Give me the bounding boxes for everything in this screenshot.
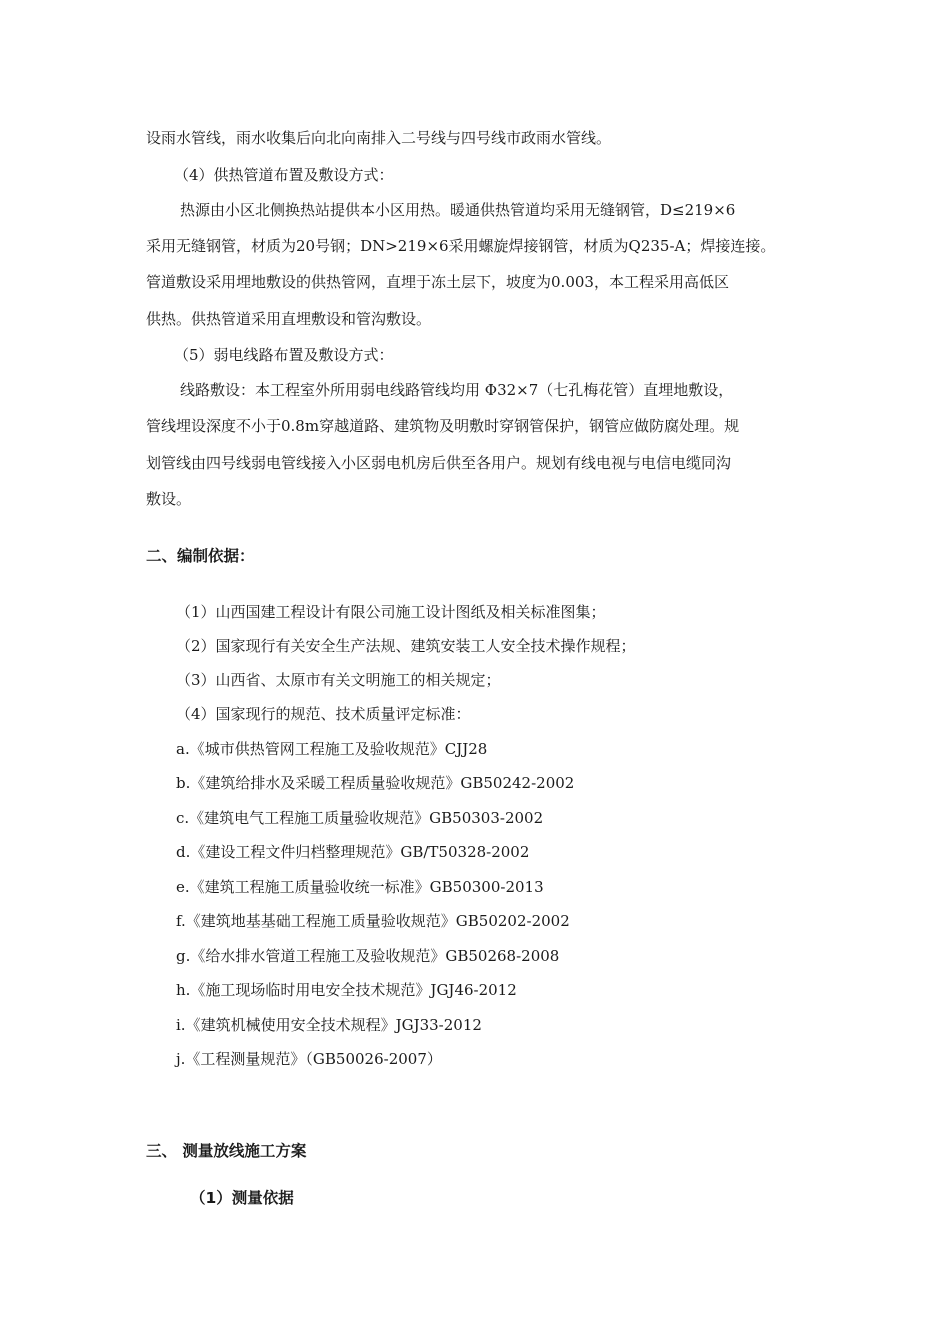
basis-item: （2）国家现行有关安全生产法规、建筑安装工人安全技术操作规程； bbox=[176, 637, 636, 655]
weak-current-line: 管线埋设深度不小于0.8m穿越道路、建筑物及明敷时穿钢管保护，钢管应做防腐处理。规 bbox=[146, 417, 740, 435]
heating-heading: （4）供热管道布置及敷设方式： bbox=[174, 166, 394, 184]
section-3-subheading: （1）测量依据 bbox=[190, 1189, 294, 1207]
heating-line: 热源由小区北侧换热站提供本小区用热。暖通供热管道均采用无缝钢管，D≤219×6 bbox=[180, 201, 736, 219]
weak-current-line: 划管线由四号线弱电管线接入小区弱电机房后供至各用户。规划有线电视与电信电缆同沟 bbox=[146, 454, 732, 472]
basis-item: （3）山西省、太原市有关文明施工的相关规定； bbox=[176, 671, 501, 689]
standard-item: a.《城市供热管网工程施工及验收规范》CJJ28 bbox=[176, 740, 488, 758]
standard-item: g.《给水排水管道工程施工及验收规范》GB50268-2008 bbox=[176, 947, 560, 965]
standard-item: f.《建筑地基基础工程施工质量验收规范》GB50202-2002 bbox=[176, 912, 570, 930]
standard-item: e.《建筑工程施工质量验收统一标准》GB50300-2013 bbox=[176, 878, 544, 896]
standard-item: j.《工程测量规范》（GB50026-2007） bbox=[176, 1050, 442, 1068]
intro-line: 设雨水管线，雨水收集后向北向南排入二号线与四号线市政雨水管线。 bbox=[146, 129, 612, 147]
section-3-title: 三、 测量放线施工方案 bbox=[146, 1142, 307, 1160]
standard-item: b.《建筑给排水及采暖工程质量验收规范》GB50242-2002 bbox=[176, 774, 575, 792]
section-2-title: 二、编制依据： bbox=[146, 547, 255, 565]
standard-item: d.《建设工程文件归档整理规范》GB/T50328-2002 bbox=[176, 843, 530, 861]
basis-item: （4）国家现行的规范、技术质量评定标准： bbox=[176, 705, 471, 723]
standard-item: c.《建筑电气工程施工质量验收规范》GB50303-2002 bbox=[176, 809, 544, 827]
heating-line: 采用无缝钢管，材质为20号钢；DN>219×6采用螺旋焊接钢管，材质为Q235-A；焊接连接。 bbox=[146, 237, 776, 255]
standard-item: i.《建筑机械使用安全技术规程》JGJ33-2012 bbox=[176, 1016, 482, 1034]
basis-item: （1）山西国建工程设计有限公司施工设计图纸及相关标准图集； bbox=[176, 603, 606, 621]
weak-current-line: 线路敷设：本工程室外所用弱电线路管线均用 Φ32×7（七孔梅花管）直埋地敷设， bbox=[180, 381, 734, 399]
heating-line: 供热。供热管道采用直埋敷设和管沟敷设。 bbox=[146, 310, 432, 328]
standard-item: h.《施工现场临时用电安全技术规范》JGJ46-2012 bbox=[176, 981, 517, 999]
weak-current-line: 敷设。 bbox=[146, 490, 192, 508]
weak-current-heading: （5）弱电线路布置及敷设方式： bbox=[174, 346, 394, 364]
heating-line: 管道敷设采用埋地敷设的供热管网，直埋于冻土层下，坡度为0.003，本工程采用高低区 bbox=[146, 273, 729, 291]
